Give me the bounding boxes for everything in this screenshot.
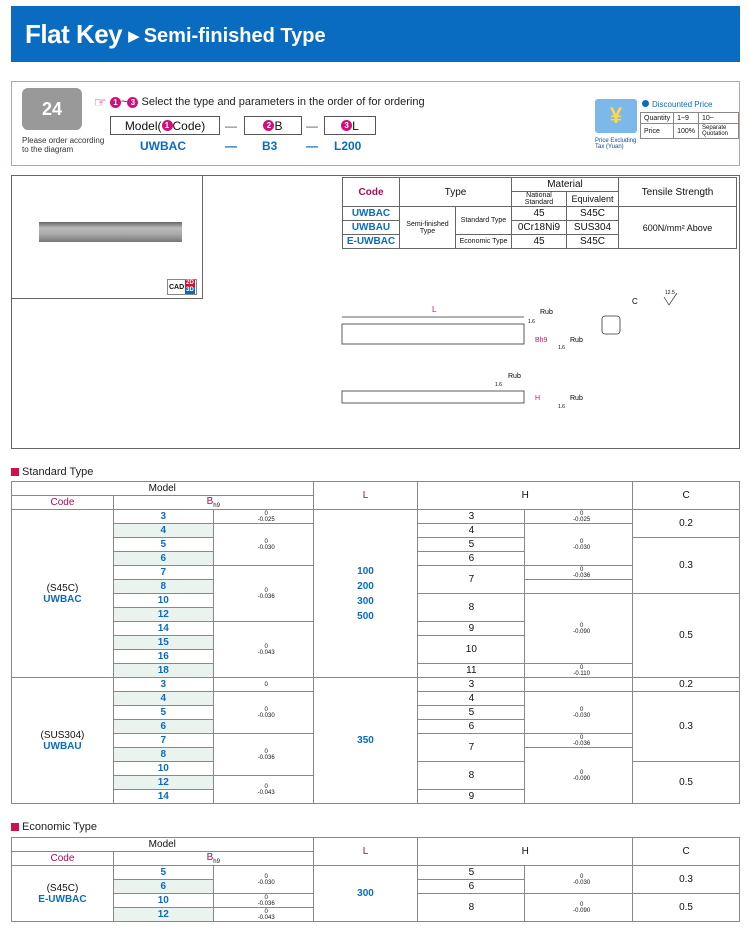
b-step-marker: 2 [263, 120, 274, 131]
header-c: C [633, 838, 740, 866]
header-b-label: B [206, 852, 214, 863]
header-code: Code [12, 496, 114, 510]
model-suffix: Code) [172, 118, 206, 133]
tol-lower: -0.036 [573, 740, 591, 747]
tol-upper: 0 [264, 783, 268, 790]
cad-3d: 3D [186, 287, 194, 293]
tol-upper: 0 [580, 769, 584, 776]
national-2: 0Cr18Ni9 [512, 221, 567, 235]
tol-lower: -0.030 [573, 544, 591, 551]
b-value: 15 [113, 636, 213, 650]
national-1: 45 [512, 207, 567, 221]
dimension-diagram [332, 276, 732, 426]
product-panel [11, 175, 740, 449]
h-value: 9 [418, 790, 525, 804]
page-subtitle: Semi-finished Type [143, 24, 326, 47]
yen-icon: ¥ [595, 99, 637, 133]
h-tolerance [525, 692, 633, 734]
b-tolerance [213, 510, 313, 524]
tol-lower: -0.036 [257, 593, 275, 600]
tol-upper: 0 [580, 734, 584, 741]
rub-label-2: Rub [570, 337, 583, 344]
type-group: Semi-finished Type [400, 207, 456, 249]
tol-upper: 0 [264, 681, 268, 688]
h-tolerance [525, 894, 633, 922]
c-value: 0.3 [633, 538, 740, 594]
tol-lower: -0.036 [257, 754, 275, 761]
page-title: Flat Key [25, 18, 123, 49]
rub-label-1: Rub [540, 309, 553, 316]
b-value: 8 [113, 748, 213, 762]
tol-upper: 0 [580, 538, 584, 545]
code-uwbau: UWBAU [343, 221, 400, 235]
header-b [113, 852, 313, 866]
h-value: 5 [418, 866, 525, 880]
rub-label-3: Rub [508, 373, 521, 380]
tol-lower: -0.090 [573, 628, 591, 635]
tol-upper: 0 [580, 622, 584, 629]
c-value: 0.5 [633, 762, 740, 804]
b-value: 6 [113, 720, 213, 734]
c-value: 0.3 [633, 866, 740, 894]
header-tensile: Tensile Strength [619, 178, 737, 207]
dim-b: Bh9 [535, 337, 548, 344]
cad-label: CAD [169, 283, 185, 291]
blank-cell [525, 678, 633, 692]
order-instructions [11, 81, 740, 166]
equiv-2: SUS304 [567, 221, 619, 235]
step-1-marker: 1 [110, 97, 121, 108]
h-value: 6 [418, 552, 525, 566]
h-value: 6 [418, 880, 525, 894]
tol-upper: 0 [264, 706, 268, 713]
bullet-icon [11, 823, 19, 831]
example-l: L200 [334, 139, 362, 153]
h-value: 4 [418, 692, 525, 706]
tol-upper: 0 [580, 706, 584, 713]
c-value: 0.5 [633, 594, 740, 678]
b-value: 18 [113, 664, 213, 678]
l-step-marker: 3 [341, 120, 352, 131]
instruction-label: Select the type and parameters in the order of for ordering [141, 96, 425, 108]
discount-label: Discounted Price [652, 100, 713, 109]
code-uwbac: UWBAC [343, 207, 400, 221]
header-code: Code [12, 852, 114, 866]
national-3: 45 [512, 235, 567, 249]
header-model: Model [12, 482, 314, 496]
tensile-value: 600N/mm² Above [619, 207, 737, 249]
h-tolerance [525, 524, 633, 566]
tol-lower: -0.030 [257, 879, 275, 886]
header-code: Code [343, 178, 400, 207]
b-value: 14 [113, 622, 213, 636]
standard-spec-table [11, 481, 740, 804]
tol-lower: -0.036 [573, 572, 591, 579]
table-row [12, 678, 740, 692]
tol-upper: 0 [580, 873, 584, 880]
arrow-icon: ▶ [128, 28, 140, 45]
tol-upper: 0 [264, 873, 268, 880]
l-value: 100 [357, 565, 374, 577]
l-value: 200 [357, 580, 374, 592]
h-tolerance [525, 510, 633, 524]
b-value: 16 [113, 650, 213, 664]
c-value: 0.2 [633, 678, 740, 692]
roughness-2: 1.6 [558, 345, 565, 351]
code-cell [12, 678, 114, 804]
product-image [12, 176, 203, 299]
header-national: National Standard [512, 192, 567, 207]
price-note: Price Excluding Tax (Yuan) [595, 138, 637, 150]
b-tolerance [213, 524, 313, 566]
standard-section-title [11, 466, 93, 478]
header-type: Type [400, 178, 512, 207]
header-b-sub: h9 [213, 503, 220, 509]
l-value: 500 [357, 610, 374, 622]
roughness-3: 1.6 [495, 382, 502, 388]
tol-lower: -0.025 [573, 516, 591, 523]
example-code: UWBAC [140, 139, 186, 153]
b-tolerance [213, 894, 313, 908]
flat-key-photo [39, 222, 182, 242]
b-value: 5 [113, 866, 213, 880]
header-b [113, 496, 313, 510]
tol-upper: 0 [580, 510, 584, 517]
h-value: 5 [418, 706, 525, 720]
tol-lower: -0.043 [257, 914, 275, 921]
tol-upper: 0 [580, 664, 584, 671]
phone-label: 24 [41, 98, 63, 119]
l-value: 300 [357, 888, 374, 899]
header-b-sub: h9 [213, 859, 220, 865]
header-l: L [313, 838, 418, 866]
qty-1: 1~9 [674, 113, 699, 124]
b-value: 4 [113, 524, 213, 538]
model-code: UWBAU [43, 740, 82, 752]
h-value: 8 [418, 762, 525, 790]
qty-2: 10~ [698, 113, 738, 124]
type-standard: Standard Type [456, 207, 512, 235]
b-value: 6 [113, 552, 213, 566]
model-step-marker: 1 [162, 120, 173, 131]
b-tolerance [213, 866, 313, 894]
model-code: E-UWBAC [38, 893, 87, 905]
b-value: 5 [113, 538, 213, 552]
separator-dash: — [225, 139, 237, 153]
header-h: H [418, 838, 633, 866]
table-row [12, 510, 740, 524]
tol-lower: -0.090 [573, 775, 591, 782]
header-l: L [313, 482, 418, 510]
price-label: Price [641, 124, 674, 139]
c-value: 0.5 [633, 894, 740, 922]
type-economic: Economic Type [456, 235, 512, 249]
b-value: 10 [113, 594, 213, 608]
b-label: B [274, 118, 283, 133]
h-tolerance [525, 866, 633, 894]
b-value: 12 [113, 608, 213, 622]
tol-lower: -0.110 [573, 670, 590, 677]
tol-lower: -0.030 [257, 712, 275, 719]
b-value: 8 [113, 580, 213, 594]
separator-dash: — [306, 139, 318, 153]
tol-upper: 0 [264, 587, 268, 594]
economic-label: Economic Type [22, 821, 98, 833]
b-value: 10 [113, 894, 213, 908]
tol-lower: -0.030 [257, 544, 275, 551]
qty-label: Quantity [641, 113, 674, 124]
l-cell [313, 510, 418, 678]
h-value: 7 [418, 734, 525, 762]
phone-24-icon [22, 88, 82, 130]
dim-l: L [432, 305, 437, 314]
tol-upper: 0 [264, 643, 268, 650]
h-value: 10 [418, 636, 525, 664]
header-c: C [633, 482, 740, 510]
chamfer-view [602, 316, 620, 334]
b-tolerance [213, 908, 313, 922]
dot-icon [642, 100, 649, 107]
table-row [12, 866, 740, 880]
tol-lower: -0.030 [573, 879, 591, 886]
h-value: 4 [418, 524, 525, 538]
tol-upper: 0 [580, 566, 584, 573]
equiv-3: S45C [567, 235, 619, 249]
b-tolerance [213, 776, 313, 804]
separator-dash: — [306, 119, 318, 133]
roughness-4: 1.6 [558, 404, 565, 410]
step-3-marker: 3 [127, 97, 138, 108]
h-value: 8 [418, 594, 525, 622]
dim-h: H [535, 395, 541, 402]
tol-upper: 0 [264, 908, 268, 915]
h-tolerance [525, 734, 633, 748]
example-b: B3 [262, 139, 278, 153]
tol-upper: 0 [264, 894, 268, 901]
tol-upper: 0 [580, 901, 584, 908]
code-cell [12, 866, 114, 922]
b-value: 5 [113, 706, 213, 720]
h-value: 6 [418, 720, 525, 734]
h-tolerance [525, 664, 633, 678]
h-tolerance [525, 594, 633, 664]
b-param-box [244, 116, 302, 135]
key-top-view [342, 324, 524, 344]
tol-lower: -0.090 [573, 907, 591, 914]
h-value: 7 [418, 566, 525, 594]
economic-spec-table [11, 837, 740, 922]
tol-lower: -0.025 [257, 516, 275, 523]
material-label: (S45C) [46, 582, 79, 594]
h-tolerance [525, 748, 633, 804]
roughness-125: 12.5 [665, 290, 675, 296]
tol-lower: -0.043 [257, 649, 275, 656]
model-prefix: Model( [124, 118, 162, 133]
c-value: 0.2 [633, 510, 740, 538]
l-param-box [324, 116, 376, 135]
h-value: 3 [418, 678, 525, 692]
price-1: 100% [674, 124, 699, 139]
b-value: 14 [113, 790, 213, 804]
economic-section-title [11, 821, 97, 833]
h-value: 8 [418, 894, 525, 922]
b-value: 3 [113, 510, 213, 524]
b-value: 7 [113, 734, 213, 748]
tol-lower: -0.036 [257, 900, 275, 907]
model-code: UWBAC [43, 593, 82, 605]
b-tolerance [213, 692, 313, 734]
h-value: 3 [418, 510, 525, 524]
tol-lower: -0.030 [573, 712, 591, 719]
roughness-1: 1.6 [528, 319, 535, 325]
rub-label-4: Rub [570, 395, 583, 402]
material-label: (SUS304) [40, 729, 85, 741]
b-value: 12 [113, 908, 213, 922]
standard-label: Standard Type [22, 466, 94, 478]
tol-upper: 0 [264, 538, 268, 545]
material-label: (S45C) [46, 882, 79, 894]
l-cell [313, 678, 418, 804]
h-value: 5 [418, 538, 525, 552]
code-cell [12, 510, 114, 678]
b-value: 3 [113, 678, 213, 692]
l-value: 350 [357, 735, 374, 746]
dim-c: C [632, 297, 638, 306]
h-tolerance [525, 566, 633, 580]
step-range: ~ [121, 96, 128, 108]
title-banner [11, 6, 740, 62]
discount-title [642, 100, 712, 109]
phone-note: Please order according to the diagram [22, 136, 105, 154]
b-tolerance [213, 566, 313, 622]
header-model: Model [12, 838, 314, 852]
l-value: 300 [357, 595, 374, 607]
code-e-uwbac: E-UWBAC [343, 235, 400, 249]
h-value: 9 [418, 622, 525, 636]
model-code-box [110, 116, 220, 135]
bullet-icon [11, 468, 19, 476]
discount-table [640, 112, 739, 139]
b-value: 12 [113, 776, 213, 790]
cad-download-button[interactable] [167, 279, 197, 295]
b-value: 6 [113, 880, 213, 894]
b-tolerance [213, 622, 313, 678]
h-value: 11 [418, 664, 525, 678]
tol-lower: -0.043 [257, 789, 275, 796]
price-2: Separate Quotation [698, 124, 738, 139]
b-value: 10 [113, 762, 213, 776]
equiv-1: S45C [567, 207, 619, 221]
instruction-text [110, 96, 425, 108]
header-h: H [418, 482, 633, 510]
tol-upper: 0 [264, 510, 268, 517]
key-side-view [342, 391, 524, 403]
tol-upper: 0 [264, 748, 268, 755]
b-value: 7 [113, 566, 213, 580]
header-equivalent: Equivalent [567, 192, 619, 207]
b-tolerance [213, 734, 313, 776]
header-material: Material [512, 178, 619, 192]
b-tolerance [213, 678, 313, 692]
blank-cell [525, 580, 633, 594]
l-label: L [352, 118, 359, 133]
cad-2d: 2D [186, 280, 194, 286]
c-value: 0.3 [633, 692, 740, 762]
l-cell [313, 866, 418, 922]
pointing-hand-icon: ☞ [94, 94, 107, 110]
material-table [342, 177, 737, 249]
b-value: 4 [113, 692, 213, 706]
separator-dash: — [225, 119, 237, 133]
header-b-label: B [206, 496, 214, 507]
